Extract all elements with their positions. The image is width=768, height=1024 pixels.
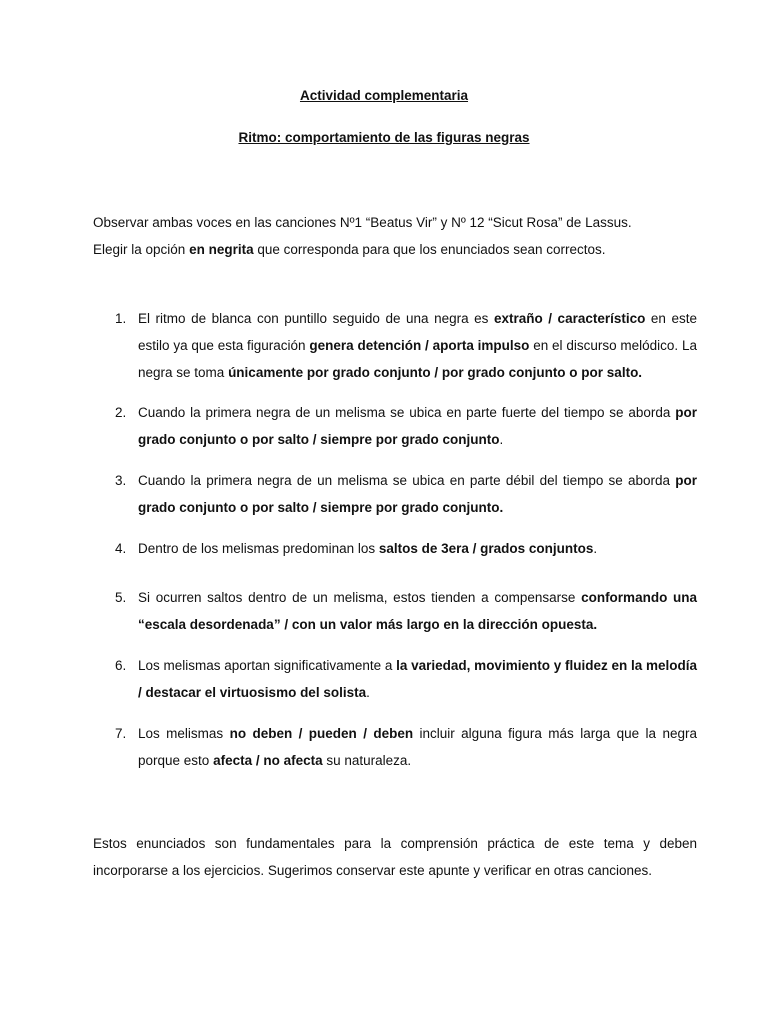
intro-line-2 xyxy=(93,242,606,257)
list-item-number: 1. xyxy=(115,311,127,326)
item-text: . xyxy=(593,541,598,556)
item-option: por grado conjunto o por salto / siempre por grado conjunto. xyxy=(138,473,697,515)
list-item-3 xyxy=(115,467,697,521)
item-option: genera detención / aporta impulso xyxy=(309,338,530,353)
list-item-body xyxy=(138,720,697,774)
list-item-number: 4. xyxy=(115,541,127,556)
list-item-5 xyxy=(115,584,697,638)
item-option: extraño / característico xyxy=(493,311,646,326)
list-item-number: 6. xyxy=(115,658,127,673)
item-option: afecta / no afecta xyxy=(213,753,323,768)
item-text: . xyxy=(499,432,504,447)
item-text: Dentro de los melismas predominan los xyxy=(138,541,379,556)
item-text: incluir alguna figura más larga que la negra porque esto xyxy=(138,726,697,768)
item-option: la variedad, movimiento y fluidez en la melodía / destacar el virtuosismo del solista xyxy=(138,658,697,700)
item-text: El ritmo de blanca con puntillo seguido de una negra es xyxy=(138,311,494,326)
list-item-2 xyxy=(115,399,697,453)
list-item-number: 7. xyxy=(115,726,127,741)
item-text: Cuando la primera negra de un melisma se ubica en parte débil del tiempo se aborda xyxy=(138,473,676,488)
page-subtitle: Ritmo: comportamiento de las figuras negras xyxy=(238,130,530,145)
list-item-body xyxy=(138,652,697,706)
intro-bold: en negrita xyxy=(189,242,254,257)
intro-line-1: Observar ambas voces en las canciones Nº1 “Beatus Vir” y Nº 12 “Sicut Rosa” de Lassus. xyxy=(93,215,632,230)
closing-paragraph: Estos enunciados son fundamentales para la comprensión práctica de este tema y deben incorporarse a los ejercicios. Sugerimos conservar este apunte y verificar en otras canciones. xyxy=(93,836,697,878)
item-option: conformando una “escala desordenada” / con un valor más largo en la dirección opuesta. xyxy=(138,590,697,632)
list-item-number: 3. xyxy=(115,473,127,488)
list-item-6 xyxy=(115,652,697,706)
item-text: en este estilo ya que esta figuración xyxy=(138,311,697,353)
list-item-number: 2. xyxy=(115,405,127,420)
item-text: su naturaleza. xyxy=(322,753,412,768)
list-item-7 xyxy=(115,720,697,774)
page-title: Actividad complementaria xyxy=(299,88,469,103)
item-option: saltos de 3era / grados conjuntos xyxy=(378,541,594,556)
list-item-1 xyxy=(115,305,697,386)
list-item-body xyxy=(138,467,697,521)
item-text: Si ocurren saltos dentro de un melisma, estos tienden a compensarse xyxy=(138,590,582,605)
list-item-4 xyxy=(115,535,697,562)
list-item-body xyxy=(138,305,697,386)
intro-text-a: Elegir la opción xyxy=(93,242,190,257)
list-item-body xyxy=(138,399,697,453)
item-option: únicamente por grado conjunto / por grado conjunto o por salto. xyxy=(228,365,643,380)
list-item-body xyxy=(138,584,697,638)
intro-text-c: que corresponda para que los enunciados sean correctos. xyxy=(253,242,606,257)
item-text: en el discurso melódico. La negra se toma xyxy=(138,338,697,380)
list-item-body xyxy=(138,535,697,562)
item-text: Los melismas aportan significativamente a xyxy=(138,658,397,673)
item-option: por grado conjunto o por salto / siempre por grado conjunto xyxy=(138,405,697,447)
item-text: Cuando la primera negra de un melisma se ubica en parte fuerte del tiempo se aborda xyxy=(138,405,676,420)
item-text: . xyxy=(366,685,370,700)
item-option: no deben / pueden / deben xyxy=(229,726,414,741)
list-item-number: 5. xyxy=(115,590,127,605)
item-text: Los melismas xyxy=(138,726,230,741)
